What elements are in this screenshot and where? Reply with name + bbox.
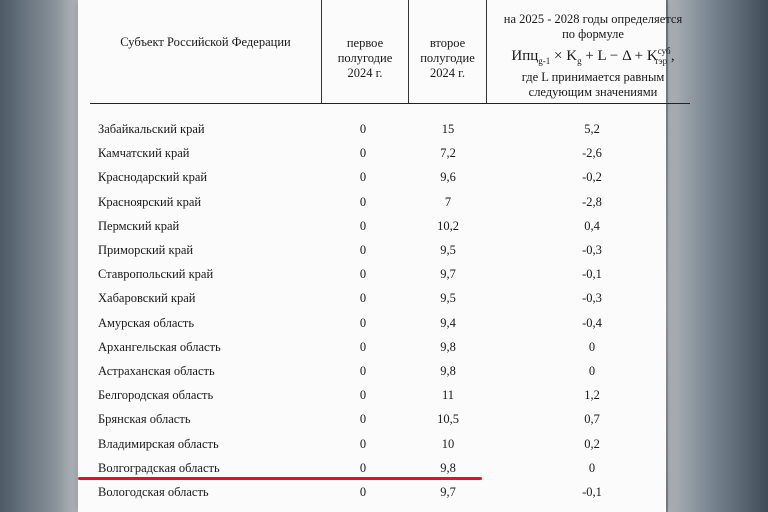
l-value: -0,1 [582,267,602,282]
first-half-value: 0 [359,339,367,354]
second-half-value: 9,7 [440,267,456,282]
region-name: Краснодарский край [98,170,208,185]
second-half-value: 9,6 [440,170,456,185]
region-name: Ставропольский край [98,267,214,282]
first-half-value: 0 [359,315,367,330]
l-value: 1,2 [584,388,600,403]
region-name: Хабаровский край [98,291,196,306]
header-first-line-2: полугодие [337,51,393,65]
table-row [78,335,666,359]
region-name: Владимирская область [98,436,219,451]
l-value: -2,6 [582,146,602,161]
region-name: Вологодская область [98,485,209,499]
first-half-value: 0 [359,194,367,209]
l-value: -0,2 [582,170,602,185]
second-half-value: 9,4 [440,315,456,330]
table-row [78,480,666,504]
table-row [78,432,666,456]
table-row [78,407,666,431]
region-name: Приморский край [98,243,194,257]
first-half-value: 0 [359,218,367,233]
second-half-value: 9,8 [440,460,456,475]
document-page [78,0,683,512]
first-half-value: 0 [359,267,367,282]
region-name: Архангельская область [98,339,221,354]
second-half-value: 9,8 [440,364,456,378]
red-underline-highlight [78,477,482,480]
second-half-value: 7,2 [440,146,456,161]
formula: $Ипц_{g-1} \times K_g + L - \Delta + K^{суб}_{тэр}$ , [511,46,675,66]
table-row [78,190,666,214]
region-name: Забайкальский край [98,122,205,136]
first-half-value: 0 [359,146,367,161]
table-row [78,359,666,383]
l-value: -2,8 [582,194,602,209]
region-name: Астраханская область [98,364,215,378]
first-half-value: 0 [359,436,367,451]
table-row [78,165,666,189]
table-row [78,141,666,165]
first-half-value: 0 [359,291,367,306]
l-value: 0 [588,460,596,475]
region-name: Пермский край [98,218,180,233]
first-half-value: 0 [359,412,367,427]
l-value: 0,2 [584,436,600,451]
region-name: Амурская область [98,315,195,330]
l-value: -0,4 [582,315,602,330]
table-header [78,0,683,104]
first-half-value: 0 [359,364,367,378]
header-second-line-3: 2024 г. [430,66,465,80]
region-name: Красноярский край [98,194,202,209]
header-bottom-rule [90,103,690,104]
second-half-value: 10,5 [437,412,459,427]
header-formula-line-4: следующим значениями [528,85,658,99]
header-formula-line-2: по формуле [562,27,624,41]
l-value: 5,2 [584,122,600,136]
header-second-line-1: второе [429,36,466,50]
l-value: -0,3 [582,291,602,306]
l-value: 0,4 [584,218,600,233]
region-name: Белгородская область [98,388,214,403]
first-half-value: 0 [359,460,367,475]
background-left-blur [0,0,80,512]
header-formula-column [487,12,699,100]
second-half-value: 9,5 [440,243,456,257]
first-half-value: 0 [359,243,367,257]
first-half-value: 0 [359,485,367,499]
header-formula-line-3: где L принимается равным [521,70,665,84]
region-name: Волгоградская область [98,460,220,475]
second-half-value: 11 [441,388,455,403]
second-half-value: 10 [441,436,455,451]
header-formula-line-1: на 2025 - 2028 годы определяется [503,12,683,26]
second-half-value: 7 [444,194,452,209]
table-row [78,286,666,310]
table-row [78,117,666,141]
table-row [78,311,666,335]
header-second-line-2: полугодие [420,51,475,65]
l-value: -0,3 [582,243,602,257]
l-value: 0 [588,364,596,378]
region-name: Камчатский край [98,146,190,161]
first-half-value: 0 [359,170,367,185]
first-half-value: 0 [359,122,367,136]
second-half-value: 9,8 [440,339,456,354]
header-second-half [409,36,486,81]
l-value: 0 [588,339,596,354]
table-row [78,383,666,407]
header-first-half [322,36,408,81]
header-first-line-1: первое [346,36,384,50]
table-row [78,238,666,262]
second-half-value: 15 [441,122,455,136]
table-row [78,262,666,286]
table-row [78,214,666,238]
second-half-value: 9,7 [440,485,456,499]
header-subject: Субъект Российской Федерации [120,35,291,49]
l-value: 0,7 [584,412,600,427]
l-value: -0,1 [582,485,602,499]
second-half-value: 9,5 [440,291,456,306]
header-first-line-3: 2024 г. [347,66,383,80]
second-half-value: 10,2 [437,218,459,233]
first-half-value: 0 [359,388,367,403]
region-name: Брянская область [98,412,191,427]
